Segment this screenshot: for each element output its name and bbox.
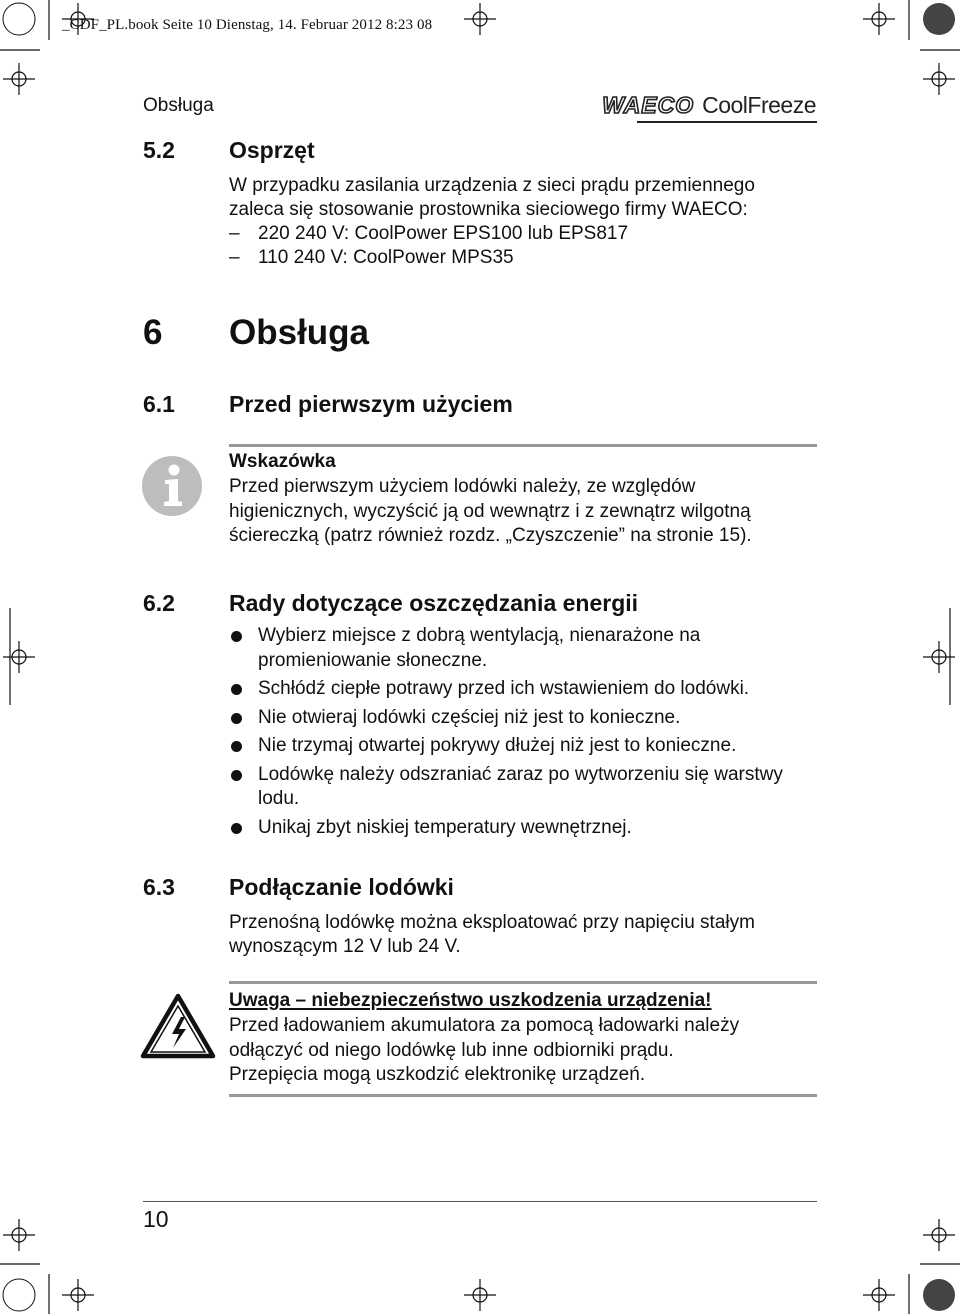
section-number: 6.2 [143, 590, 175, 616]
registration-mark-icon [464, 3, 496, 35]
accessories-intro [229, 174, 829, 222]
text-line: W przypadku zasilania urządzenia z sieci prądu przemiennego [229, 175, 755, 196]
section-title: Przed pierwszym użyciem [229, 391, 513, 417]
text-line: Przed ładowaniem akumulatora za pomocą ładowarki należy [229, 1015, 740, 1036]
text-line: odłączyć od niego lodówkę lub inne odbiorniki prądu. [229, 1039, 674, 1061]
list-item: Unikaj zbyt niskiej temperatury wewnętrznej. [229, 816, 819, 841]
color-wheel-icon [3, 3, 35, 35]
note-body [229, 475, 829, 549]
chapter-number: 6 [143, 313, 163, 352]
registration-mark-icon [923, 63, 955, 95]
text-line: ściereczką (patrz również rozdz. „Czyszczenie” na stronie 15). [229, 525, 752, 546]
list-item: – 110 240 V: CoolPower MPS35 [229, 246, 628, 270]
list-item: Nie otwieraj lodówki częściej niż jest to konieczne. [229, 706, 819, 731]
note-title: Wskazówka [229, 451, 336, 472]
energy-tips-list [229, 624, 819, 844]
text-line: zaleca się stosowanie prostownika sieciowego firmy WAECO: [229, 199, 748, 220]
info-icon [141, 455, 203, 517]
brand-logo [602, 92, 816, 119]
registration-mark-icon [863, 1279, 895, 1311]
chapter-title: Obsługa [229, 313, 370, 352]
color-wheel-icon [923, 1279, 955, 1311]
running-head: Obsługa [143, 95, 214, 116]
warning-bottom-rule [229, 1094, 817, 1097]
registration-mark-icon [3, 63, 35, 95]
section-title: Podłączanie lodówki [229, 874, 454, 900]
registration-mark-icon [3, 1219, 35, 1251]
text-line: Przepięcia mogą uszkodzić elektronikę urządzeń. [229, 1064, 646, 1085]
brand-underline [637, 121, 817, 123]
book-file-header: _CDF_PL.book Seite 10 Dienstag, 14. Februar 2012 8:23 08 [62, 17, 433, 33]
warning-body [229, 1014, 829, 1088]
list-item: Nie trzymaj otwartej pokrywy dłużej niż jest to konieczne. [229, 734, 819, 759]
section-number: 5.2 [143, 137, 175, 163]
accessories-list [229, 222, 628, 270]
page-number: 10 [143, 1206, 169, 1232]
text-line: higienicznych, wyczyścić ją od wewnątrz i z zewnątrz wilgotną [229, 500, 751, 522]
registration-mark-icon [3, 641, 35, 673]
footer-rule [143, 1201, 817, 1202]
registration-mark-icon [923, 1219, 955, 1251]
list-item: Lodówkę należy odszraniać zaraz po wytworzeniu się warstwy lodu. [229, 763, 823, 812]
warning-title: Uwaga – niebezpieczeństwo uszkodzenia urządzenia! [229, 990, 712, 1011]
warning-top-rule [229, 981, 817, 984]
color-wheel-icon [923, 3, 955, 35]
waeco-logo: WAECO [602, 92, 695, 118]
registration-mark-icon [923, 641, 955, 673]
registration-mark-icon [863, 3, 895, 35]
connection-text [229, 911, 829, 959]
registration-mark-icon [62, 1279, 94, 1311]
section-title: Osprzęt [229, 137, 315, 163]
registration-mark-icon [464, 1279, 496, 1311]
text-line: Przenośną lodówkę można eksploatować przy napięciu stałym [229, 912, 755, 933]
text-line: Przed pierwszym użyciem lodówki należy, ze względów [229, 476, 696, 497]
color-wheel-icon [3, 1279, 35, 1311]
text-line: wynoszącym 12 V lub 24 V. [229, 936, 461, 957]
section-number: 6.3 [143, 874, 175, 900]
high-voltage-warning-icon [140, 993, 216, 1059]
list-item: Wybierz miejsce z dobrą wentylacją, nienarażone na promieniowanie słoneczne. [229, 624, 758, 673]
note-top-rule [229, 444, 817, 447]
product-name: CoolFreeze [702, 92, 816, 118]
section-number: 6.1 [143, 391, 175, 417]
list-item: Schłódź ciepłe potrawy przed ich wstawieniem do lodówki. [229, 677, 819, 702]
section-title: Rady dotyczące oszczędzania energii [229, 590, 639, 616]
list-item: – 220 240 V: CoolPower EPS100 lub EPS817 [229, 222, 628, 246]
